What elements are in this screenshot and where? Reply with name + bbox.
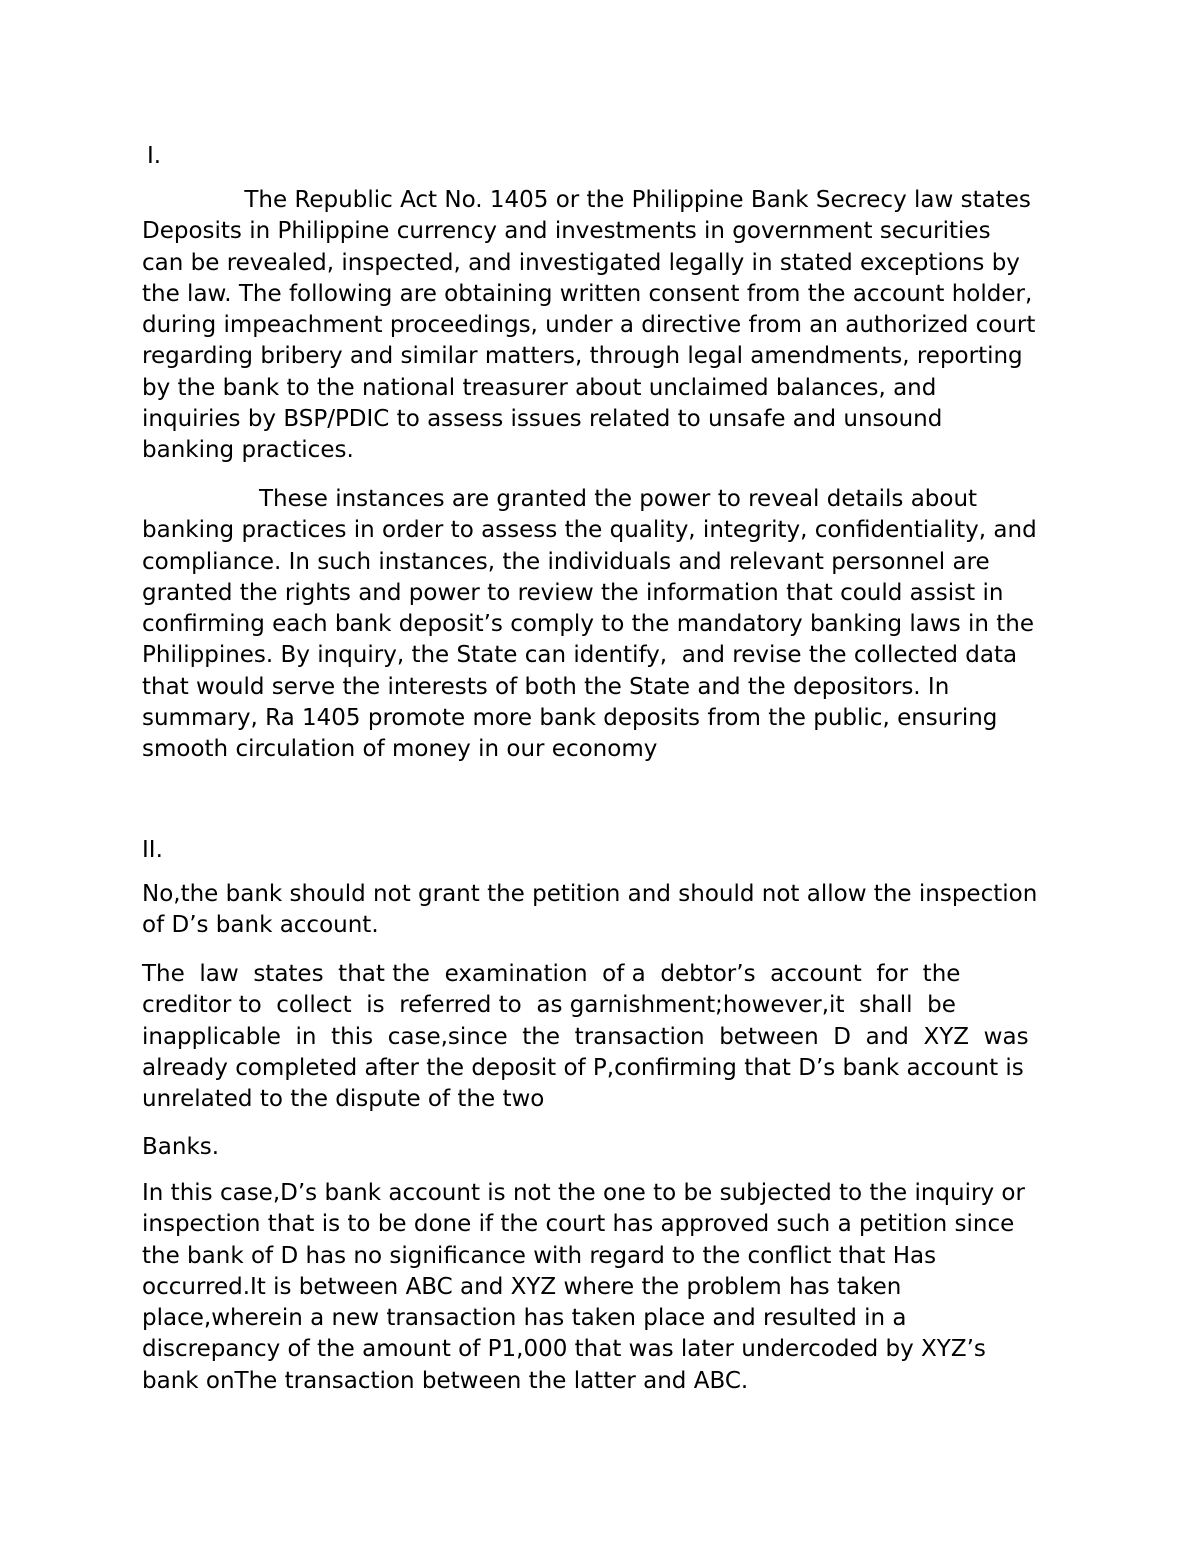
section-2-paragraph-2: The law states that the examination of a debtor’s account for the creditor to collect is referred to as garnishment;however,it shall be inapplicable in this case,since the transaction between D and XYZ was already completed after the deposit of P,confirming that D’s bank account is unrelated to the dispute of the two bbox=[142, 961, 1029, 1113]
section-1-paragraph-1: The Republic Act No. 1405 or the Philippine Bank Secrecy law states Deposits in Philippine currency and investments in government securities can be revealed, inspected, and investigated legally in stated exceptions by the law. The following are obtaining written consent from the account holder, during impeachment proceedings, under a directive from an authorized court regarding bribery and similar matters, through legal amendments, reporting by the bank to the national treasurer about unclaimed balances, and inquiries by BSP/PDIC to assess issues related to unsafe and unsound banking practices. bbox=[142, 187, 1036, 464]
section-1-paragraph-2: These instances are granted the power to reveal details about banking practices in order to assess the quality, integrity, confidentiality, and compliance. In such instances, the individuals and relevant personnel are granted the rights and power to review the information that could assist in confirming each bank deposit’s comply to the mandatory banking laws in the Philippines. By inquiry, the State can identify, and revise the collected data that would serve the interests of both the State and the depositors. In summary, Ra 1405 promote more bank deposits from the public, ensuring smooth circulation of money in our economy bbox=[142, 486, 1037, 763]
section-2-paragraph-4: In this case,D’s bank account is not the one to be subjected to the inquiry or inspection that is to be done if the court has approved such a petition since the bank of D has no significance with regard to the conflict that Has occurred.It is between ABC and XYZ where the problem has taken place,wherein a new transaction has taken place and resulted in a discrepancy of the amount of P1,000 that was later undercoded by XYZ’s bank onThe transaction between the latter and ABC. bbox=[142, 1180, 1025, 1394]
section-2-heading: II. bbox=[142, 837, 163, 863]
section-2-paragraph-1: No,the bank should not grant the petition and should not allow the inspection of D’s bank account. bbox=[142, 881, 1038, 939]
section-1-heading: I. bbox=[147, 143, 162, 169]
section-2-paragraph-3: Banks. bbox=[142, 1134, 220, 1160]
